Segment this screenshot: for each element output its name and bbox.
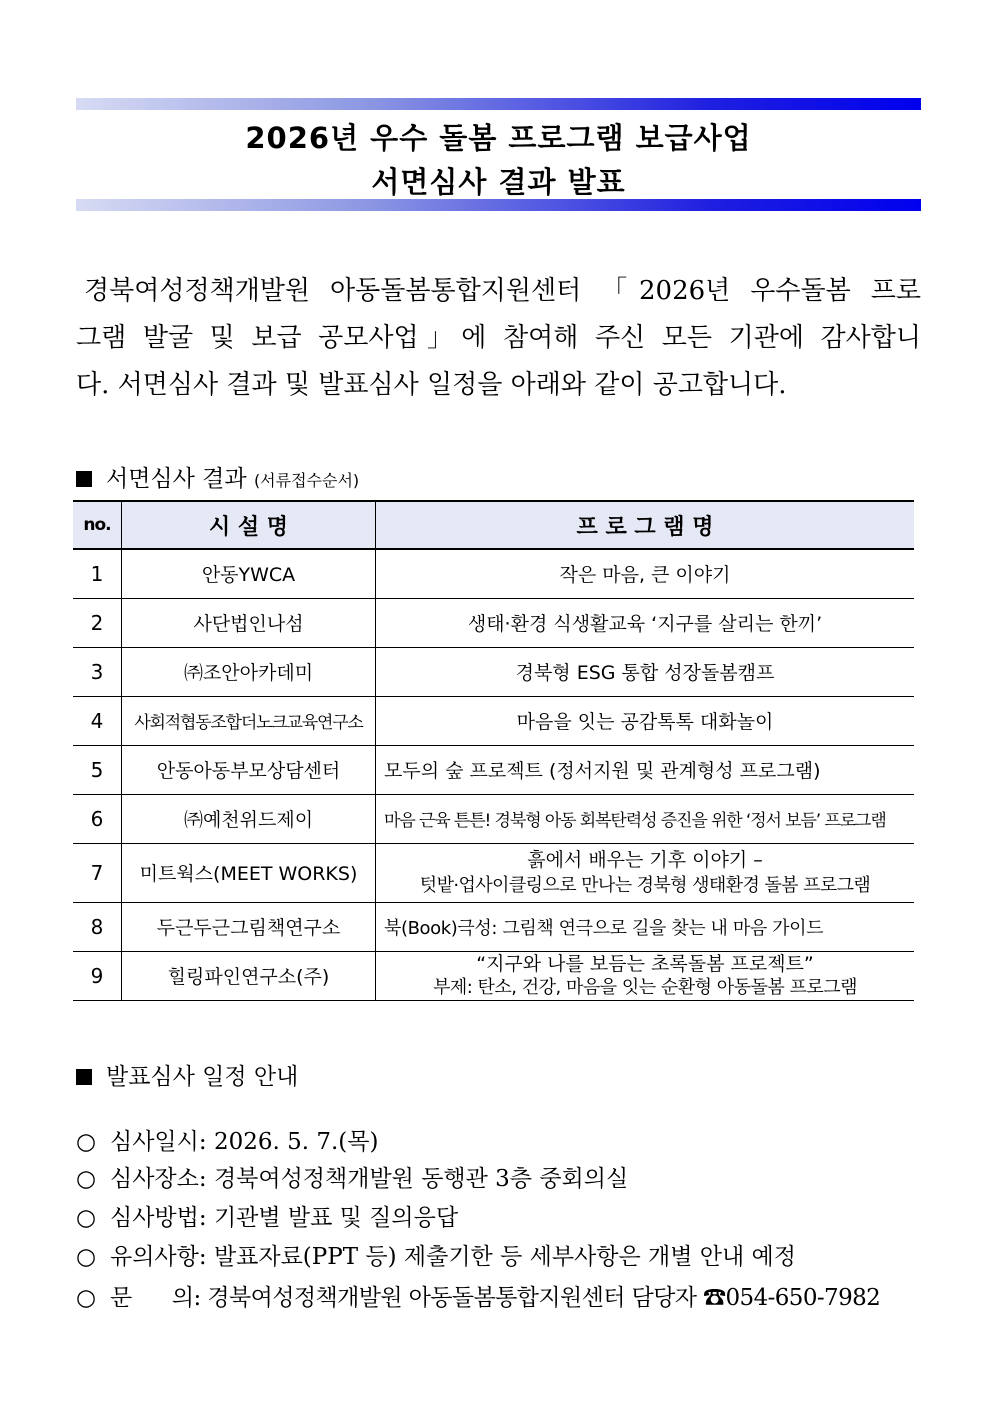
schedule-item-date — [76, 1123, 378, 1156]
program-name: 작은 마음, 큰 이야기 — [376, 549, 915, 598]
row-number: 8 — [73, 902, 122, 951]
facility-name: 미트웍스(MEET WORKS) — [122, 843, 376, 902]
circle-bullet-icon: ○ — [76, 1166, 97, 1192]
schedule-item-place — [76, 1160, 628, 1193]
column-header-facility: 시 설 명 — [122, 501, 376, 549]
schedule-item-method — [76, 1199, 458, 1232]
facility-name: 힐링파인연구소(주) — [122, 951, 376, 1000]
section-title: 서면심사 결과 — [106, 466, 247, 492]
schedule-item-notes — [76, 1238, 796, 1271]
program-name: 생태·환경 식생활교육 ‘지구를 살리는 한끼’ — [376, 598, 915, 647]
facility-name: ㈜예천위드제이 — [122, 794, 376, 843]
program-name — [376, 843, 915, 902]
table-row — [73, 794, 914, 843]
row-number: 3 — [73, 647, 122, 696]
section-title: 발표심사 일정 안내 — [106, 1064, 299, 1090]
program-name: 경북형 ESG 통합 성장돌봄캠프 — [376, 647, 915, 696]
row-number: 2 — [73, 598, 122, 647]
circle-bullet-icon: ○ — [76, 1244, 97, 1270]
table-row — [73, 598, 914, 647]
table-row — [73, 843, 914, 902]
results-table — [73, 500, 914, 1001]
program-name — [376, 951, 915, 1000]
row-number: 6 — [73, 794, 122, 843]
schedule-value: 발표자료(PPT 등) 제출기한 등 세부사항은 개별 안내 예정 — [213, 1244, 796, 1270]
row-number: 4 — [73, 696, 122, 745]
row-number: 9 — [73, 951, 122, 1000]
table-row — [73, 745, 914, 794]
table-row — [73, 549, 914, 598]
schedule-value: 2026. 5. 7.(목) — [213, 1129, 379, 1155]
intro-line: 다. 서면심사 결과 및 발표심사 일정을 아래와 같이 공고합니다. — [76, 370, 787, 400]
square-bullet-icon — [76, 1069, 92, 1085]
schedule-item-contact — [76, 1279, 880, 1312]
square-bullet-icon — [76, 471, 92, 487]
table-row — [73, 647, 914, 696]
page-subtitle: 서면심사 결과 발표 — [371, 165, 626, 199]
program-name: 북(Book)극성: 그림책 연극으로 길을 찾는 내 마음 가이드 — [376, 902, 915, 951]
intro-line: 경북여성정책개발원 아동돌봄통합지원센터 「2026년 우수돌봄 프로 — [84, 276, 921, 306]
facility-name: 안동YWCA — [122, 549, 376, 598]
table-header-row — [73, 501, 914, 549]
circle-bullet-icon: ○ — [76, 1129, 97, 1155]
intro-line: 그램 발굴 및 보급 공모사업」에 참여해 주신 모든 기관에 감사합니 — [76, 323, 921, 353]
program-name-line: “지구와 나를 보듬는 초록돌봄 프로젝트” — [476, 952, 814, 975]
table-row — [73, 696, 914, 745]
section-heading-results — [76, 460, 359, 493]
circle-bullet-icon: ○ — [76, 1285, 96, 1311]
schedule-value: 경북여성정책개발원 아동돌봄통합지원센터 담당자 ☎054-650-7982 — [207, 1285, 881, 1311]
circle-bullet-icon: ○ — [76, 1205, 97, 1231]
row-number: 1 — [73, 549, 122, 598]
schedule-label: 문 의: — [110, 1285, 201, 1311]
table-row — [73, 951, 914, 1000]
facility-name: ㈜조안아카데미 — [122, 647, 376, 696]
section-heading-schedule — [76, 1058, 298, 1091]
program-name-line: 흙에서 배우는 기후 이야기 – — [527, 848, 763, 871]
program-name: 모두의 숲 프로젝트 (정서지원 및 관계형성 프로그램) — [376, 745, 915, 794]
facility-name: 두근두근그림책연구소 — [122, 902, 376, 951]
program-name: 마음 근육 튼튼! 경북형 아동 회복탄력성 증진을 위한 ‘정서 보듬’ 프로그램 — [376, 794, 915, 843]
section-note: (서류접수순서) — [253, 471, 360, 490]
page-title: 2026년 우수 돌봄 프로그램 보급사업 — [245, 121, 752, 155]
column-header-no: no. — [73, 501, 122, 549]
schedule-label: 심사장소: — [110, 1166, 207, 1192]
schedule-value: 경북여성정책개발원 동행관 3층 중회의실 — [213, 1166, 629, 1192]
facility-name: 안동아동부모상담센터 — [122, 745, 376, 794]
facility-name: 사단법인나섬 — [122, 598, 376, 647]
facility-name: 사회적협동조합더노크교육연구소 — [122, 696, 376, 745]
program-name-line: 부제: 탄소, 건강, 마음을 잇는 순환형 아동돌봄 프로그램 — [432, 976, 858, 998]
schedule-label: 유의사항: — [110, 1244, 207, 1270]
title-top-bar — [76, 98, 921, 110]
intro-paragraph — [76, 268, 921, 409]
table-row — [73, 902, 914, 951]
title-bottom-bar — [76, 199, 921, 211]
schedule-value: 기관별 발표 및 질의응답 — [213, 1205, 459, 1231]
schedule-label: 심사방법: — [110, 1205, 207, 1231]
program-name-line: 텃밭·업사이클링으로 만나는 경북형 생태환경 돌봄 프로그램 — [419, 874, 871, 896]
row-number: 5 — [73, 745, 122, 794]
program-name: 마음을 잇는 공감톡톡 대화놀이 — [376, 696, 915, 745]
schedule-label: 심사일시: — [110, 1129, 207, 1155]
column-header-program: 프 로 그 램 명 — [376, 501, 915, 549]
row-number: 7 — [73, 843, 122, 902]
